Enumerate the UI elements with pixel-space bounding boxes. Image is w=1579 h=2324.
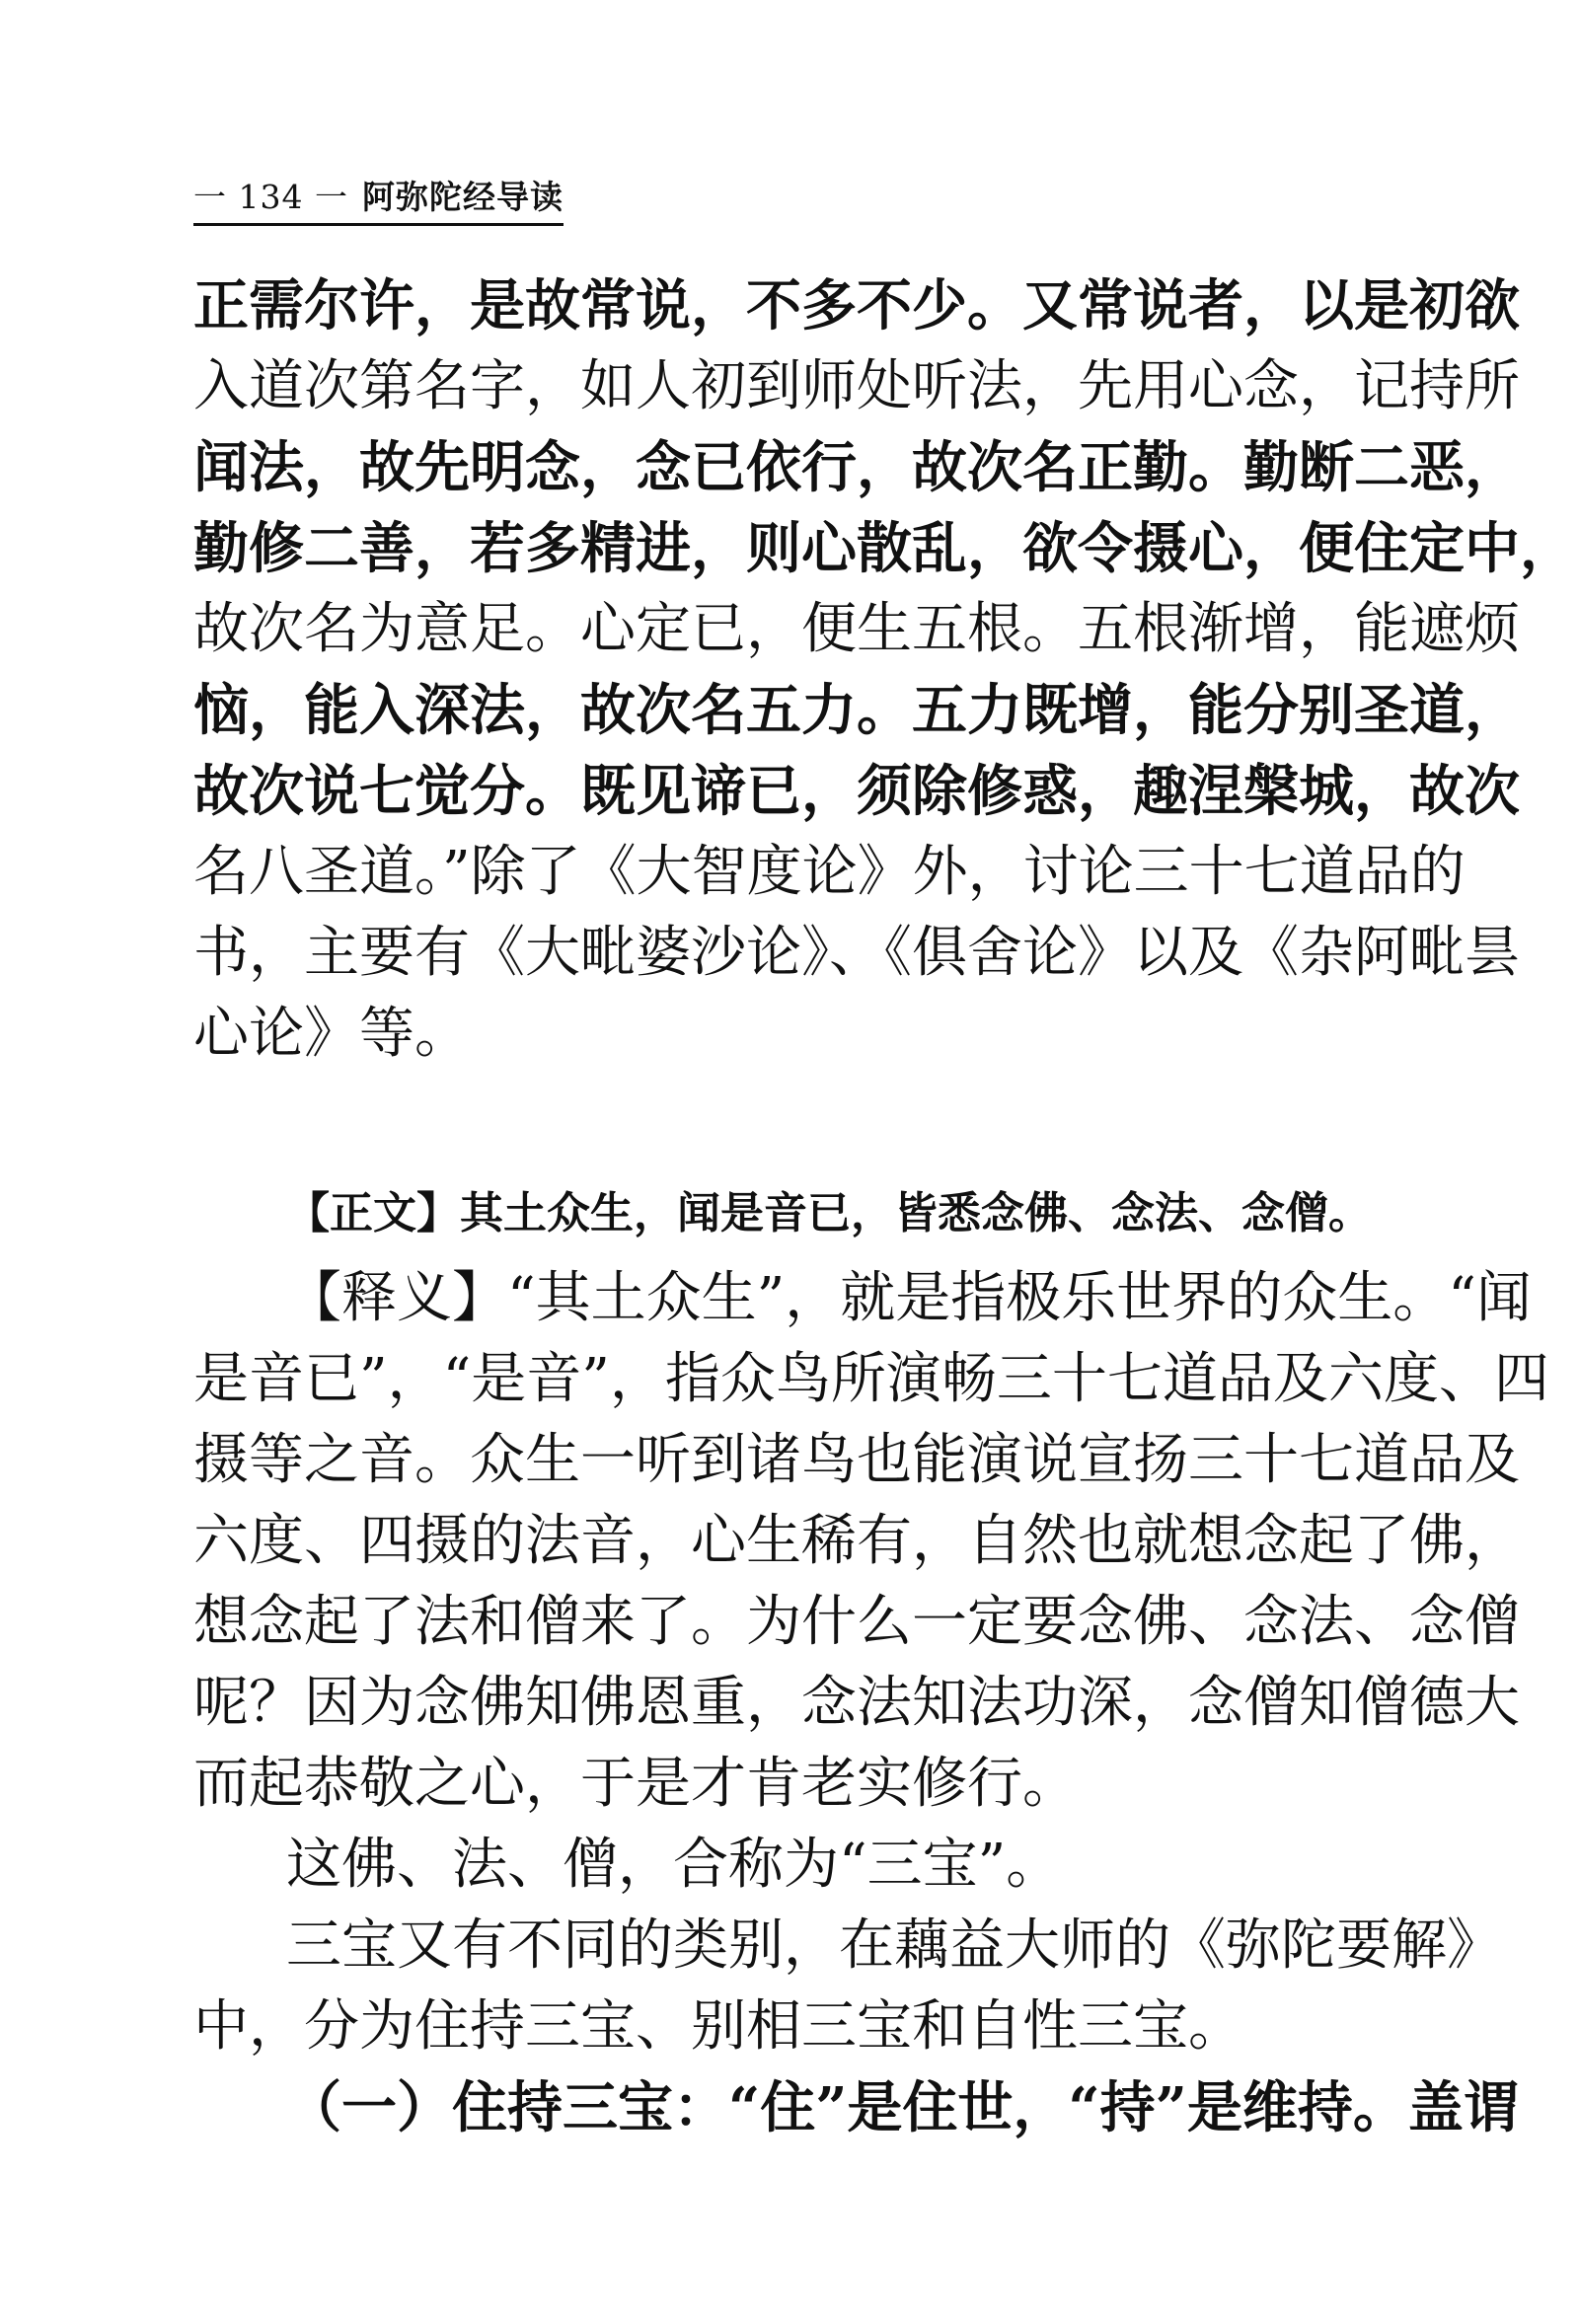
body-line: 正需尔许，是故常说，不多不少。又常说者，以是初欲 [193,273,1520,338]
body-line: 摄等之音。众生一听到诸鸟也能演说宣扬三十七道品及 [193,1428,1520,1492]
running-header [193,170,564,226]
body-line: 是音已”，“是音”，指众鸟所演畅三十七道品及六度、四 [193,1347,1549,1411]
body-line: 书，主要有《大毗婆沙论》、《俱舍论》以及《杂阿毗昙 [193,921,1520,985]
body-line: 这佛、法、僧，合称为“三宝”。 [286,1833,1062,1897]
body-line: 而起恭敬之心，于是才肯老实修行。 [193,1752,1078,1816]
body-line: 勤修二善，若多精进，则心散乱，欲令摄心，便住定中， [193,516,1575,581]
body-line: 故次名为意足。心定已，便生五根。五根渐增，能遮烦 [193,597,1520,661]
scripture-text-heading: 【正文】其土众生，闻是音已，皆悉念佛、念法、念僧。 [286,1188,1372,1238]
page-number: 一 134 一 [193,177,348,216]
body-line: 三宝又有不同的类别，在藕益大师的《弥陀要解》 [286,1913,1502,1978]
body-line: 想念起了法和僧来了。为什么一定要念佛、念法、念僧 [193,1590,1520,1654]
body-line: 六度、四摄的法音，心生稀有，自然也就想念起了佛， [193,1509,1520,1573]
body-line: （一）住持三宝：“住”是住世，“持”是维持。盖谓 [286,2075,1519,2140]
body-line: 名八圣道。”除了《大智度论》外，讨论三十七道品的 [193,840,1466,904]
body-line: 【释义】“其土众生”，就是指极乐世界的众生。“闻 [286,1266,1532,1330]
body-line: 呢？因为念佛知佛恩重，念法知法功深，念僧知僧德大 [193,1671,1520,1735]
book-title: 阿弥陀经导读 [361,177,564,216]
body-line: 入道次第名字，如人初到师处听法，先用心念，记持所 [193,354,1520,418]
body-line: 恼，能入深法，故次名五力。五力既增，能分别圣道， [193,678,1520,743]
body-line: 故次说七觉分。既见谛已，须除修惑，趣涅槃城，故次 [193,759,1520,824]
body-line: 中，分为住持三宝、别相三宝和自性三宝。 [193,1994,1243,2059]
body-line: 闻法，故先明念，念已依行，故次名正勤。勤断二恶， [193,435,1520,500]
body-line: 心论》等。 [193,1002,470,1066]
